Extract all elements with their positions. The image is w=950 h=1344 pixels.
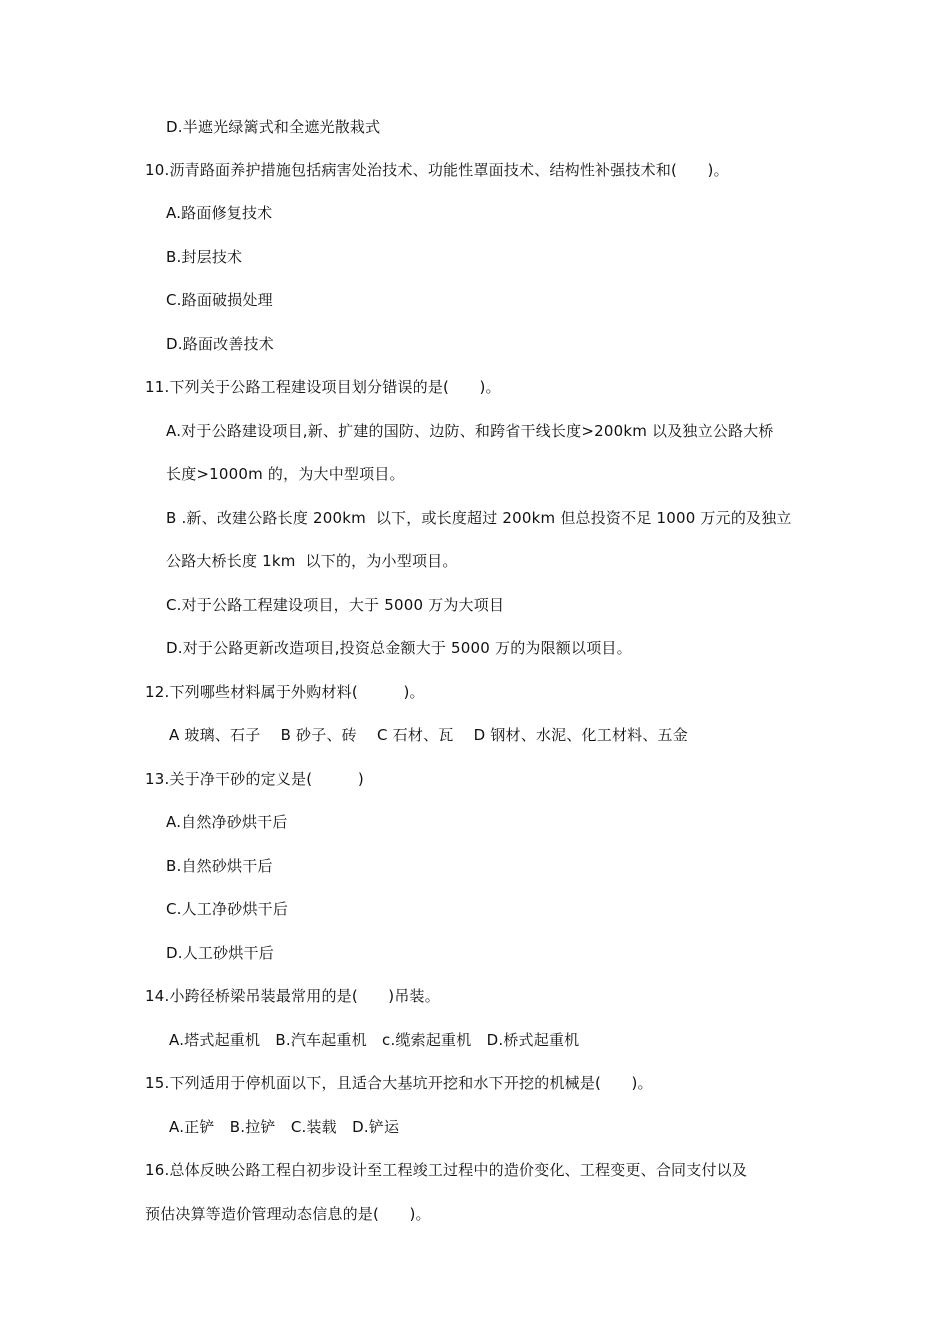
q15-options: A.正铲 B.拉铲 C.装载 D.铲运 (169, 1118, 400, 1136)
q11-question: 11.下列关于公路工程建设项目划分错误的是( )。 (145, 378, 501, 396)
q11-option-b: B .新、改建公路长度 200km 以下，或长度超过 200km 但总投资不足 1000 万元的及独立 (166, 509, 792, 527)
q9-option-d: D.半遮光绿篱式和全遮光散栽式 (166, 118, 381, 136)
q16-question-cont: 预估决算等造价管理动态信息的是( )。 (145, 1205, 431, 1223)
q11-option-a-cont: 长度>1000m 的，为大中型项目。 (166, 465, 405, 483)
q14-options: A.塔式起重机 B.汽车起重机 c.缆索起重机 D.桥式起重机 (169, 1031, 580, 1049)
q11-option-a: A.对于公路建设项目,新、扩建的国防、边防、和跨省干线长度>200km 以及独立公路大桥 (166, 422, 774, 440)
q11-option-b-cont: 公路大桥长度 1km 以下的，为小型项目。 (166, 552, 458, 570)
q10-option-c: C.路面破损处理 (166, 291, 273, 309)
q10-option-d: D.路面改善技术 (166, 335, 274, 353)
q13-question: 13.关于净干砂的定义是( ) (145, 770, 364, 788)
q16-question: 16.总体反映公路工程白初步设计至工程竣工过程中的造价变化、工程变更、合同支付以及 (145, 1161, 748, 1179)
q14-question: 14.小跨径桥梁吊装最常用的是( )吊装。 (145, 987, 440, 1005)
q13-option-d: D.人工砂烘干后 (166, 944, 274, 962)
q10-question: 10.沥青路面养护措施包括病害处治技术、功能性罩面技术、结构性补强技术和( )。 (145, 161, 729, 179)
q13-option-b: B.自然砂烘干后 (166, 857, 273, 875)
q15-question: 15.下列适用于停机面以下，且适合大基坑开挖和水下开挖的机械是( )。 (145, 1074, 653, 1092)
q12-options: A 玻璃、石子 B 砂子、砖 C 石材、瓦 D 钢材、水泥、化工材料、五金 (169, 726, 688, 744)
q13-option-a: A.自然净砂烘干后 (166, 813, 288, 831)
q10-option-b: B.封层技术 (166, 248, 243, 266)
q10-option-a: A.路面修复技术 (166, 204, 273, 222)
q13-option-c: C.人工净砂烘干后 (166, 900, 289, 918)
q12-question: 12.下列哪些材料属于外购材料( )。 (145, 683, 425, 701)
q11-option-d: D.对于公路更新改造项目,投资总金额大于 5000 万的为限额以项目。 (166, 639, 632, 657)
q11-option-c: C.对于公路工程建设项目，大于 5000 万为大项目 (166, 596, 505, 614)
